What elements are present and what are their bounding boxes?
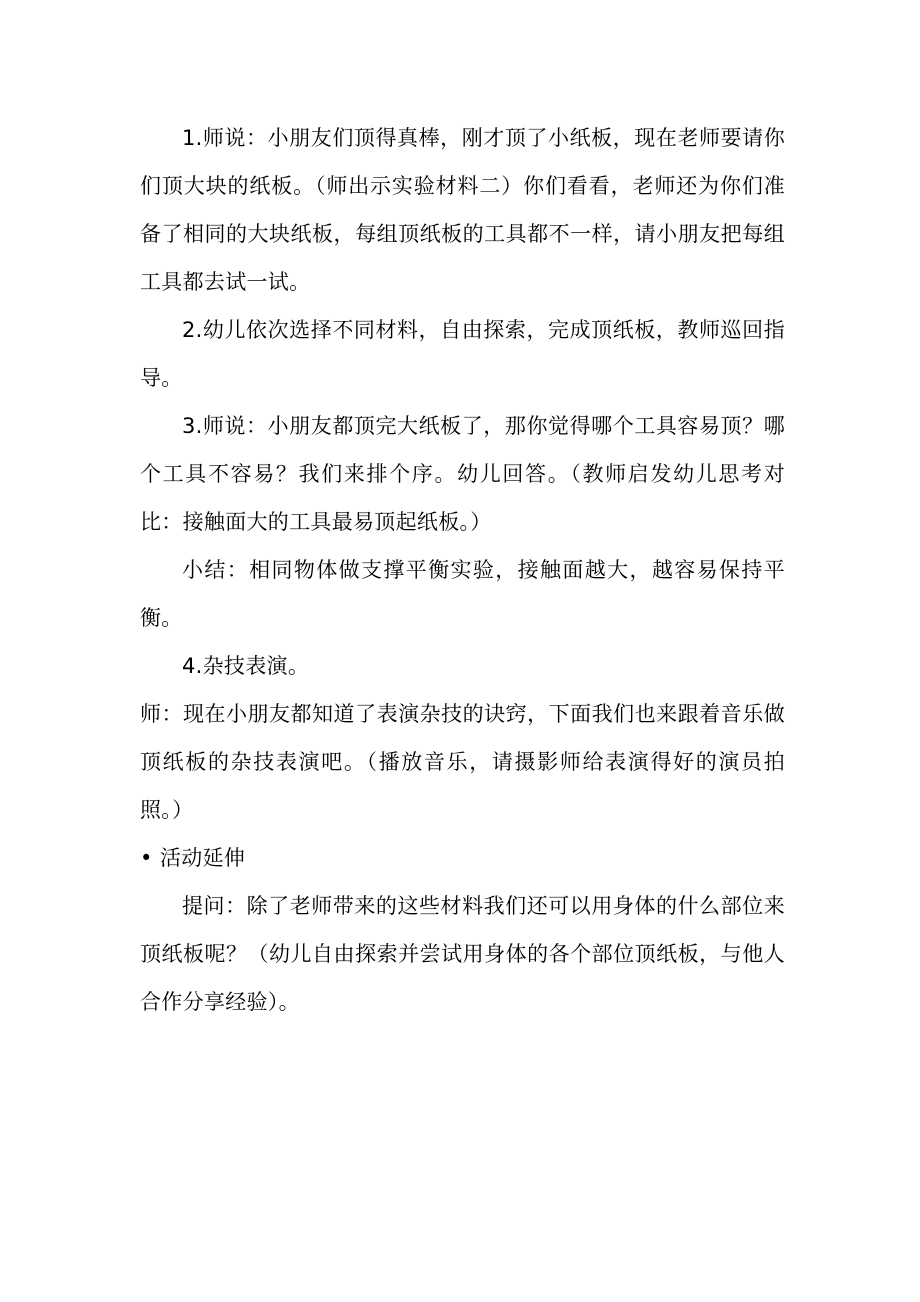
paragraph-question: 提问：除了老师带来的这些材料我们还可以用身体的什么部位来顶纸板呢？（幼儿自由探索并尝试用身体的各个部位顶纸板，与他人合作分享经验）。 <box>140 894 785 1014</box>
paragraph-teacher-instruction: 师：现在小朋友都知道了表演杂技的诀窍，下面我们也来跟着音乐做顶纸板的杂技表演吧。（播放音乐，请摄影师给表演得好的演员拍照。） <box>140 702 785 822</box>
paragraph-step-2: 2.幼儿依次选择不同材料，自由探索，完成顶纸板，教师巡回指导。 <box>140 318 785 390</box>
section-heading-extension <box>140 834 785 882</box>
section-heading-text: 活动延伸 <box>160 846 246 870</box>
paragraph-step-3: 3.师说：小朋友都顶完大纸板了，那你觉得哪个工具容易顶？哪个工具不容易？我们来排个序。幼儿回答。（教师启发幼儿思考对比：接触面大的工具最易顶起纸板。） <box>140 414 785 534</box>
bullet-icon: • <box>140 846 153 870</box>
paragraph-summary: 小结：相同物体做支撑平衡实验，接触面越大，越容易保持平衡。 <box>140 558 785 630</box>
document-body <box>140 114 785 1026</box>
paragraph-step-1: 1.师说：小朋友们顶得真棒，刚才顶了小纸板，现在老师要请你们顶大块的纸板。（师出示实验材料二）你们看看，老师还为你们准备了相同的大块纸板，每组顶纸板的工具都不一样，请小朋友把每组工具都去试一试。 <box>140 126 785 294</box>
paragraph-step-4: 4.杂技表演。 <box>182 654 310 678</box>
